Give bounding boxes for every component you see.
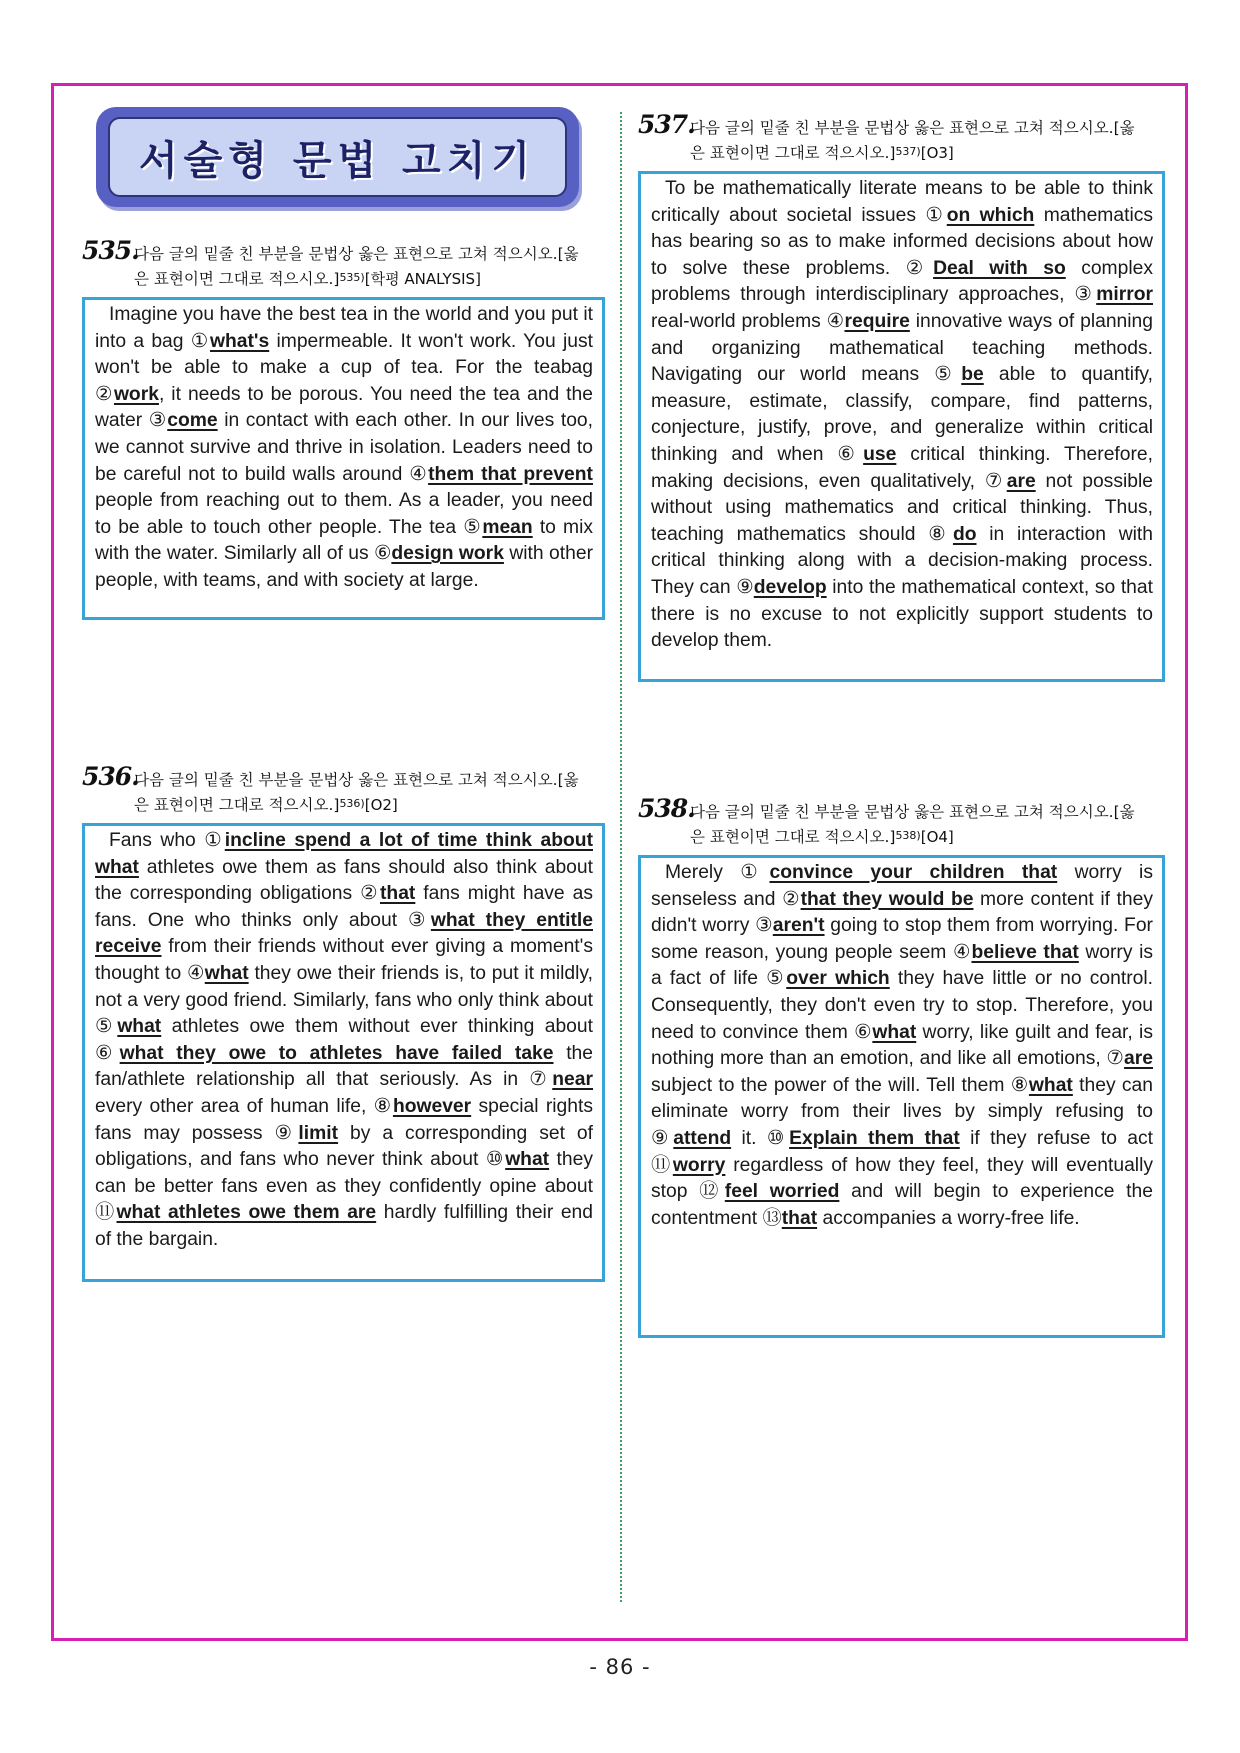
instruction-line1: 다음 글의 밑줄 친 부분을 문법상 옳은 표현으로 고쳐 적으시오.[옳 [690, 119, 1135, 137]
passage-text [95, 830, 593, 1250]
passage-fragment: going to stop them from worrying. For some reason, young people seem [651, 915, 1153, 963]
underlined-expression: are [1124, 1048, 1153, 1070]
question-number: 538. [638, 794, 695, 823]
underlined-expression: are [1006, 470, 1036, 492]
passage-fragment: the fan/athlete relationship all that seriously. As in [95, 1042, 593, 1091]
source-ref: 538) [895, 829, 921, 842]
underlined-expression: require [844, 310, 910, 332]
underlined-expression: feel worried [724, 1181, 840, 1203]
passage-fragment: ⑥ [374, 543, 392, 565]
passage-fragment: ⑨ [651, 1127, 674, 1149]
passage-fragment: ⑥ [837, 443, 864, 465]
passage-fragment: fans might have as fans. One who thinks only about [95, 883, 593, 931]
passage-fragment: from their friends without ever giving a moment's thought to [95, 936, 593, 984]
underlined-expression: what [117, 1016, 162, 1038]
source-ref: 537) [895, 145, 921, 158]
passage-fragment: ⑫ [699, 1181, 725, 1203]
passage-fragment: mathematics has bearing so as to make informed decisions about how to solve these problems. [651, 204, 1154, 279]
underlined-expression: that they would be [800, 888, 974, 910]
source-tag: [O3] [920, 144, 954, 162]
passage-fragment: able to quantify, measure, estimate, classify, compare, find patterns, conjecture, justify, prove, and generalize within critical thinking and when [651, 364, 1153, 465]
instruction-line2: 은 표현이면 그대로 적으시오.] [134, 796, 340, 814]
passage-fragment: ② [95, 383, 114, 405]
source-tag: [O4] [920, 828, 954, 846]
passage-fragment: they can be better fans even as they confidently opine about [95, 1149, 593, 1197]
passage-fragment: with other people, with teams, and with society at large. [95, 543, 593, 591]
passage-fragment: Fans who [109, 830, 205, 851]
instruction-line2: 은 표현이면 그대로 적으시오.] [690, 828, 896, 846]
underlined-expression: them that prevent [428, 463, 593, 485]
passage-fragment: worry, like guilt and fear, is nothing more than an emotion, and like all emotions, [651, 1021, 1153, 1070]
page-title: 서술형 문법 고치기 [139, 137, 536, 184]
question-number: 535. [82, 236, 139, 265]
passage-fragment: ⑧ [373, 1095, 393, 1117]
passage-fragment: ⑨ [274, 1122, 299, 1144]
passage-fragment: if they refuse to act [959, 1127, 1153, 1149]
passage-fragment: impermeable. It won't work. You just won't be able to make a cup of tea. For the teabag [95, 330, 593, 379]
underlined-expression: develop [753, 576, 827, 598]
passage-fragment: ⑩ [485, 1149, 506, 1171]
passage-fragment: more content if they didn't worry [651, 888, 1153, 937]
passage-fragment: to mix with the water. Similarly all of us [95, 516, 594, 565]
passage-fragment: it. [731, 1127, 767, 1149]
passage-fragment: ⑥ [95, 1042, 120, 1064]
passage-fragment: in contact with each other. In our lives too, we cannot survive and thrive in isolation. Leaders need to be careful not to build walls around [95, 410, 593, 485]
passage-fragment: subject to the power of the will. Tell them [651, 1074, 1011, 1096]
passage-fragment: accompanies a worry-free life. [817, 1207, 1080, 1229]
underlined-expression: worry [672, 1154, 726, 1176]
passage-fragment: ⑦ [984, 470, 1007, 492]
source-tag: [O2] [364, 796, 398, 814]
source-ref: 535) [339, 271, 365, 284]
underlined-expression: what athletes owe them are [116, 1202, 377, 1224]
underlined-expression: mirror [1096, 284, 1153, 306]
passage-fragment: Merely [665, 862, 741, 883]
question-536 [82, 762, 605, 1282]
passage-fragment: complex problems through interdisciplinary approaches, [651, 257, 1153, 306]
passage-fragment: ⑤ [463, 516, 483, 538]
underlined-expression: aren't [772, 915, 825, 937]
passage-fragment: ⑩ [766, 1127, 790, 1149]
underlined-expression: be [961, 364, 984, 386]
passage-fragment: ⑤ [934, 364, 962, 386]
underlined-expression: what [204, 962, 249, 984]
passage-fragment: not possible without using mathematics and critical thinking. Thus, teaching mathematics should [651, 470, 1153, 545]
instruction-line2: 은 표현이면 그대로 적으시오.] [690, 144, 896, 162]
underlined-expression: what's [209, 330, 270, 352]
column-divider [620, 112, 622, 1602]
passage-fragment: people from reaching out to them. As a leader, you need to be able to touch other people. The tea [95, 490, 593, 538]
underlined-expression: limit [298, 1122, 339, 1144]
passage-fragment: ⑦ [1106, 1048, 1125, 1070]
passage-fragment: ① [925, 204, 947, 226]
passage-fragment: ④ [187, 962, 205, 984]
question-header [82, 762, 605, 817]
passage-fragment: regardless of how they feel, they will eventually stop [651, 1154, 1154, 1203]
underlined-expression: that [380, 883, 416, 905]
instruction-line2: 은 표현이면 그대로 적으시오.] [134, 270, 340, 288]
passage-fragment: ⑨ [736, 576, 754, 598]
passage-box [638, 855, 1165, 1338]
passage-fragment: special rights fans may possess [95, 1095, 593, 1144]
passage-fragment: they can eliminate worry from their lives by simply refusing to [651, 1074, 1153, 1123]
instruction-line1: 다음 글의 밑줄 친 부분을 문법상 옳은 표현으로 고쳐 적으시오.[옳 [134, 771, 579, 789]
passage-fragment: athletes owe them as fans should also think about the corresponding obligations [95, 856, 593, 905]
underlined-expression: what they owe to athletes have failed take [119, 1042, 554, 1064]
instruction-line1: 다음 글의 밑줄 친 부분을 문법상 옳은 표현으로 고쳐 적으시오.[옳 [134, 245, 579, 263]
passage-fragment: ⑧ [1010, 1074, 1029, 1096]
passage-fragment: ⑤ [95, 1016, 118, 1038]
passage-fragment: ③ [408, 909, 431, 931]
passage-fragment: worry is a fact of life [651, 941, 1153, 990]
passage-fragment: hardly fulfilling their end of the bargain. [95, 1202, 594, 1250]
passage-fragment: into the mathematical context, so that there is no excuse to not explicitly support students to develop them. [651, 576, 1153, 652]
underlined-expression: what [1028, 1074, 1073, 1096]
underlined-expression: do [952, 523, 977, 545]
question-header [638, 794, 1165, 849]
passage-fragment: in interaction with critical thinking along with a decision-making process. They can [651, 523, 1153, 598]
underlined-expression: convince your children that [769, 862, 1058, 883]
passage-fragment: ⑥ [854, 1021, 873, 1043]
passage-fragment: ① [190, 330, 210, 352]
passage-text [95, 304, 593, 591]
passage-fragment: ① [204, 830, 225, 851]
instruction-line1: 다음 글의 밑줄 친 부분을 문법상 옳은 표현으로 고쳐 적으시오.[옳 [690, 803, 1135, 821]
passage-fragment: every other area of human life, [95, 1095, 374, 1117]
passage-box [82, 297, 605, 620]
question-537 [638, 110, 1165, 682]
passage-fragment: ② [905, 257, 934, 279]
underlined-expression: on which [946, 204, 1035, 226]
passage-fragment: ③ [148, 410, 168, 432]
underlined-expression: incline spend a lot of time think about what [95, 830, 593, 878]
passage-fragment: ⑪ [95, 1202, 117, 1224]
passage-fragment: they have little or no control. Consequently, they don't even try to stop. Therefore, you need to convince them [651, 968, 1153, 1043]
page-title-plate [108, 117, 567, 197]
underlined-expression: what [872, 1021, 917, 1043]
passage-fragment: critical thinking. Therefore, making decisions, even qualitatively, [651, 443, 1154, 492]
passage-box [638, 171, 1165, 682]
passage-fragment: they owe their friends is, to put it mildly, not a very good friend. Similarly, fans who only think about [95, 962, 593, 1011]
passage-fragment: To be mathematically literate means to be able to think critically about societal issues [651, 178, 1153, 226]
underlined-expression: that [781, 1207, 818, 1229]
passage-fragment: and will begin to experience the contentment [651, 1181, 1153, 1229]
passage-fragment: ④ [826, 310, 845, 332]
passage-fragment: by a corresponding set of obligations, and fans who never think about [95, 1122, 593, 1171]
underlined-expression: Explain them that [789, 1127, 960, 1149]
passage-fragment: ③ [755, 915, 773, 937]
passage-fragment: Imagine you have the best tea in the world and you put it into a bag [95, 304, 593, 352]
page-number: - 86 - [589, 1655, 651, 1679]
underlined-expression: believe that [971, 941, 1079, 963]
question-538 [638, 794, 1165, 1338]
underlined-expression: come [167, 410, 218, 432]
source-tag: [학평 ANALYSIS] [364, 270, 481, 288]
source-ref: 536) [339, 797, 365, 810]
passage-fragment: athletes owe them without ever thinking about [161, 1016, 593, 1038]
underlined-expression: what they entitle receive [95, 909, 594, 958]
question-number: 537. [638, 110, 695, 139]
question-header [82, 236, 605, 291]
passage-box [82, 823, 605, 1282]
passage-fragment: ⑦ [529, 1069, 553, 1091]
underlined-expression: near [552, 1069, 593, 1091]
passage-fragment: ④ [409, 463, 429, 485]
passage-fragment: , it needs to be porous. You need the tea and the water [95, 383, 593, 432]
passage-fragment: ② [782, 888, 801, 910]
question-header [638, 110, 1165, 165]
underlined-expression: Deal with so [933, 257, 1066, 279]
question-535 [82, 236, 605, 620]
underlined-expression: mean [482, 516, 533, 538]
passage-fragment: ⑪ [651, 1154, 673, 1176]
passage-fragment: ② [360, 883, 380, 905]
passage-text [651, 862, 1153, 1229]
passage-text [651, 178, 1153, 651]
passage-fragment: worry is senseless and [651, 862, 1153, 910]
underlined-expression: attend [673, 1127, 732, 1149]
underlined-expression: use [863, 443, 897, 465]
underlined-expression: however [392, 1095, 472, 1117]
passage-fragment: real-world problems [651, 310, 827, 332]
passage-fragment: ① [740, 862, 770, 883]
passage-fragment: innovative ways of planning and organizing mathematical teaching methods. Navigating our world means [651, 310, 1154, 386]
passage-fragment: ⑬ [762, 1207, 782, 1229]
passage-fragment: ③ [1074, 284, 1097, 306]
underlined-expression: over which [786, 968, 890, 990]
page-title-banner [96, 107, 579, 207]
passage-fragment: ⑤ [766, 968, 787, 990]
passage-fragment: ⑧ [928, 523, 953, 545]
question-number: 536. [82, 762, 139, 791]
underlined-expression: what [505, 1149, 550, 1171]
underlined-expression: work [113, 383, 159, 405]
passage-fragment: ④ [952, 941, 972, 963]
underlined-expression: design work [391, 543, 504, 565]
